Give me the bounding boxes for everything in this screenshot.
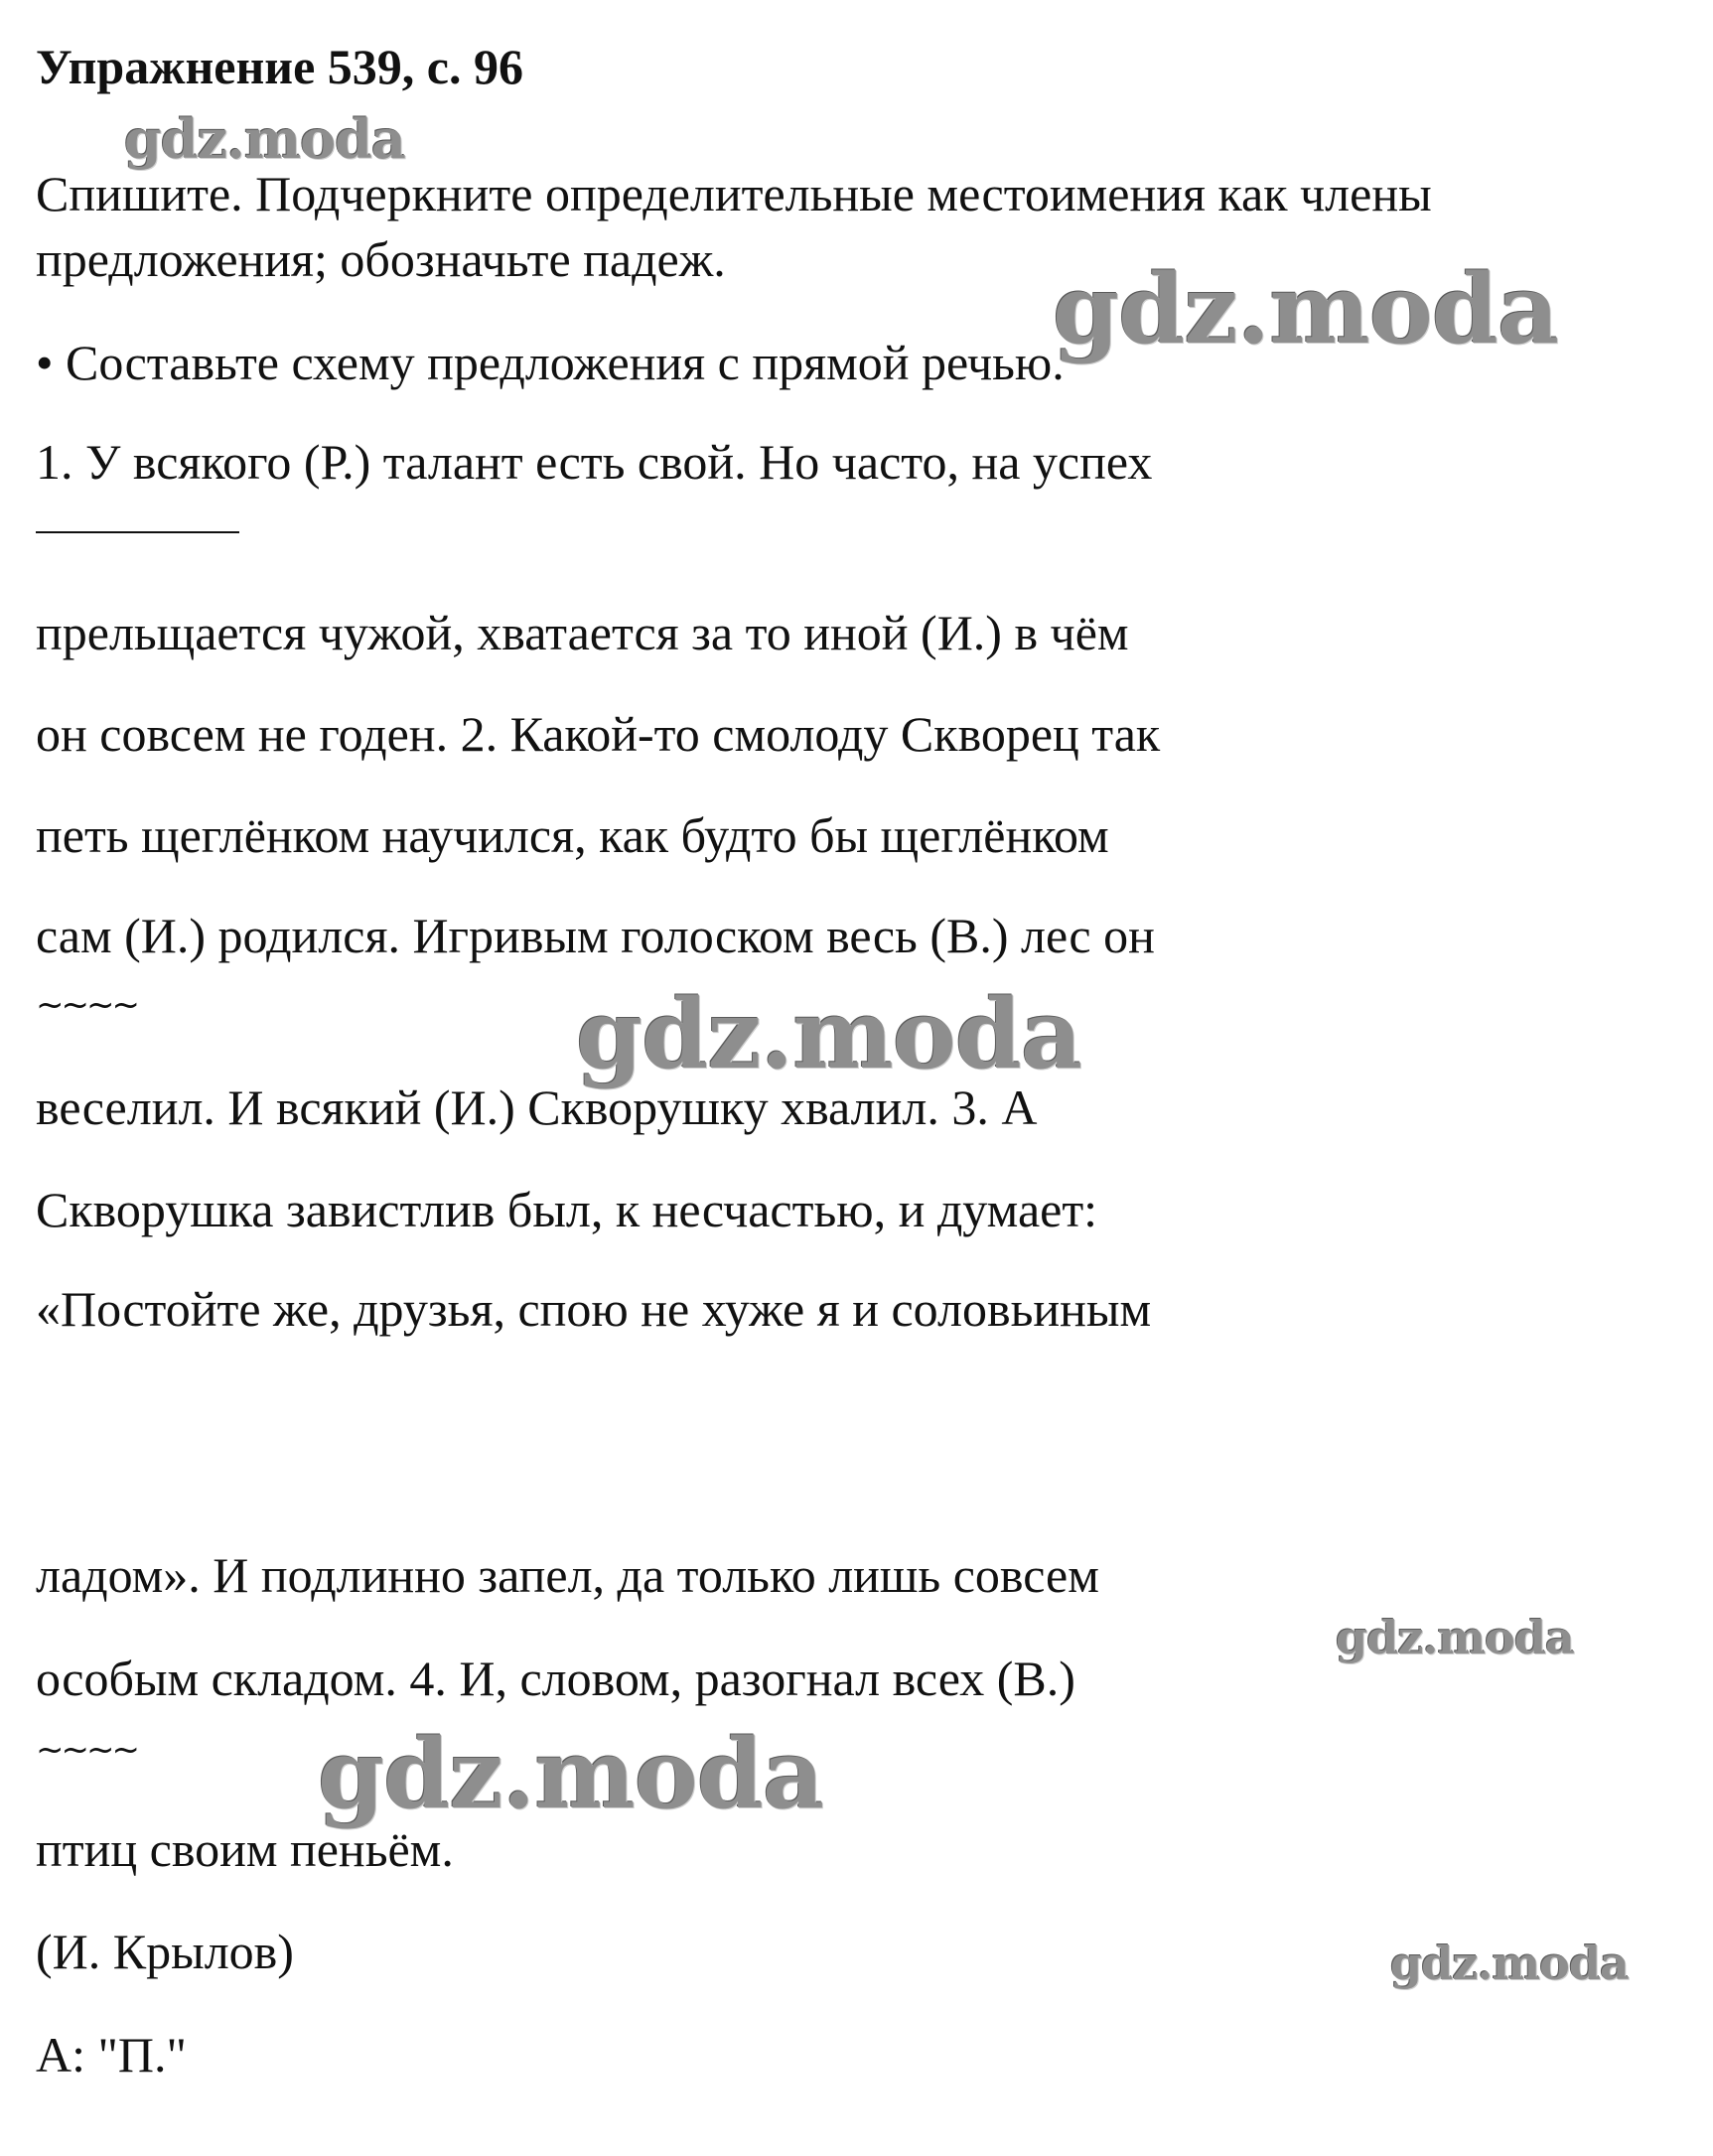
wavy-underline-mark-2: ~~~~: [36, 1730, 137, 1770]
text-line-7: Скворушка завистлив был, к несчастью, и думает:: [36, 1182, 1098, 1237]
watermark: gdz.moda: [1336, 1611, 1574, 1664]
text-line-4: петь щеглёнком научился, как будто бы щеглёнком: [36, 807, 1109, 863]
instruction-line-1: Спишите. Подчеркните определительные местоимения как члены: [36, 166, 1432, 221]
text-line-3: он совсем не годен. 2. Какой-то смолоду Скворец так: [36, 706, 1161, 762]
watermark: gdz.moda: [124, 107, 405, 171]
exercise-title: Упражнение 539, с. 96: [36, 39, 523, 94]
text-line-10: особым складом. 4. И, словом, разогнал всех (В.): [36, 1651, 1075, 1706]
text-line-1: 1. У всякого (Р.) талант есть свой. Но часто, на успех: [36, 434, 1153, 490]
instruction-bullet: • Составьте схему предложения с прямой речью.: [36, 335, 1065, 390]
text-line-11: птиц своим пеньём.: [36, 1821, 454, 1877]
watermark: gdz.moda: [318, 1718, 824, 1830]
watermark: gdz.moda: [1053, 253, 1559, 365]
text-line-5: сам (И.) родился. Игривым голоском весь (В.) лес он: [36, 908, 1155, 963]
text-line-6: веселил. И всякий (И.) Скворушку хвалил. 3. А: [36, 1079, 1038, 1135]
text-line-2: прельщается чужой, хватается за то иной (И.) в чём: [36, 605, 1129, 660]
underline-mark: [36, 531, 239, 533]
sentence-scheme: А: "П.": [36, 2027, 187, 2083]
watermark: gdz.moda: [1390, 1937, 1629, 1990]
text-line-9: ладом». И подлинно запел, да только лишь совсем: [36, 1547, 1099, 1603]
text-line-8: «Постойте же, друзья, спою не хуже я и соловьиным: [36, 1281, 1152, 1337]
watermark: gdz.moda: [576, 978, 1082, 1090]
author-attribution: (И. Крылов): [36, 1924, 294, 1979]
instruction-line-2: предложения; обозначьте падеж.: [36, 231, 726, 287]
wavy-underline-mark-1: ~~~~: [36, 985, 137, 1025]
